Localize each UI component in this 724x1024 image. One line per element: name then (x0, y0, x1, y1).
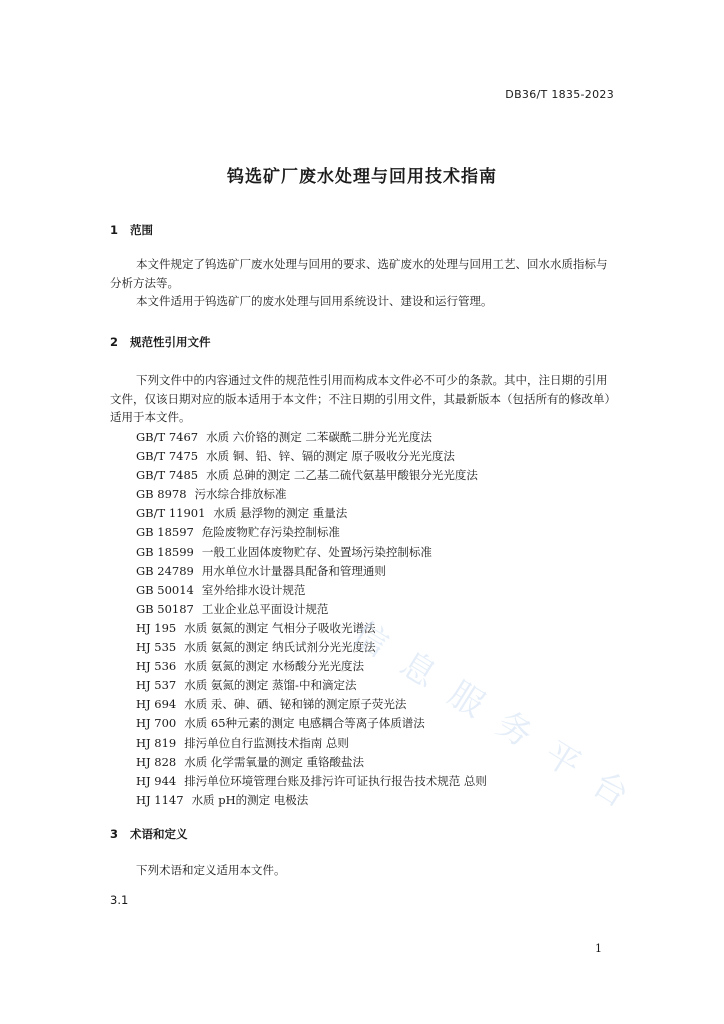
section-3-number: 3 (110, 827, 119, 841)
watermark-char: 信 (345, 613, 396, 666)
reference-item (136, 466, 487, 485)
reference-code: GB 50187 (136, 601, 194, 616)
reference-title: 室外给排水设计规范 (201, 582, 306, 597)
watermark-char: 息 (393, 643, 444, 696)
page-number: 1 (595, 942, 602, 955)
reference-code: GB/T 7467 (136, 430, 199, 444)
watermark-char: 平 (537, 733, 588, 786)
reference-title: 排污单位环境管理台账及排污许可证执行报告技术规范 总则 (184, 773, 487, 788)
reference-title: 水质 化学需氧量的测定 重铬酸盐法 (184, 754, 365, 769)
reference-title: 危险废物贮存污染控制标准 (201, 525, 340, 540)
reference-title: 水质 铜、铅、锌、镉的测定 原子吸收分光光度法 (206, 449, 455, 464)
reference-code: HJ 819 (136, 735, 177, 750)
reference-title: 一般工业固体废物贮存、处置场污染控制标准 (201, 544, 432, 559)
reference-code: GB/T 11901 (136, 506, 206, 521)
reference-code: HJ 537 (136, 678, 177, 693)
reference-item (136, 523, 487, 542)
section-1-number: 1 (110, 223, 119, 237)
reference-title: 用水单位水计量器具配备和管理通则 (201, 563, 386, 578)
reference-code: GB 50014 (136, 582, 194, 597)
references-intro-paragraph: 下列文件中的内容通过文件的规范性引用而构成本文件必不可少的条款。其中，注日期的引用文件，仅该日期对应的版本适用于本文件；不注日期的引用文件，其最新版本（包括所有的修改单）适用于本文件。 (110, 373, 616, 424)
section-2-title: 规范性引用文件 (130, 335, 211, 349)
term-3-1-number: 3.1 (110, 893, 129, 907)
references-intro (110, 371, 618, 427)
section-1-heading (110, 222, 153, 238)
watermark-char: 服 (441, 673, 492, 726)
reference-item (136, 772, 487, 791)
reference-item (136, 600, 487, 619)
scope-paragraph-2: 本文件适用于钨选矿厂的废水处理与回用系统设计、建设和运行管理。 (136, 294, 493, 308)
reference-item (136, 791, 487, 810)
reference-title: 水质 氨氮的测定 纳氏试剂分光光度法 (184, 640, 376, 655)
reference-code: HJ 694 (136, 697, 177, 712)
reference-code: HJ 536 (136, 659, 177, 674)
reference-title: 排污单位自行监测技术指南 总则 (184, 735, 349, 750)
scope-paragraph-1: 本文件规定了钨选矿厂废水处理与回用的要求、选矿废水的处理与回用工艺、回水水质指标与分析方法等。 (110, 257, 608, 290)
reference-item (136, 504, 487, 523)
reference-item (136, 638, 487, 657)
watermark-char: 台 (585, 763, 636, 816)
section-2-number: 2 (110, 335, 119, 349)
reference-code: GB 24789 (136, 563, 194, 578)
scope-text (110, 255, 618, 311)
reference-item (136, 619, 487, 638)
reference-title: 水质 氨氮的测定 气相分子吸收光谱法 (184, 620, 376, 635)
reference-title: 水质 六价铬的测定 二苯碳酰二肼分光光度法 (206, 430, 432, 444)
reference-title: 工业企业总平面设计规范 (201, 601, 329, 616)
reference-code: HJ 195 (136, 620, 177, 635)
reference-title: 水质 氨氮的测定 蒸馏-中和滴定法 (184, 678, 357, 693)
reference-code: HJ 1147 (136, 792, 184, 807)
section-1-title: 范围 (130, 223, 153, 237)
reference-code: HJ 828 (136, 754, 177, 769)
reference-list (136, 428, 487, 810)
reference-item (136, 543, 487, 562)
standard-number: DB36/T 1835-2023 (505, 88, 614, 101)
reference-item (136, 562, 487, 581)
reference-item (136, 676, 487, 695)
reference-item (136, 657, 487, 676)
document-title: 钨选矿厂废水处理与回用技术指南 (227, 167, 497, 187)
reference-title: 水质 pH的测定 电极法 (191, 792, 309, 807)
terms-intro (110, 861, 618, 880)
reference-title: 水质 悬浮物的测定 重量法 (213, 506, 348, 521)
reference-item (136, 734, 487, 753)
reference-item (136, 753, 487, 772)
reference-item (136, 485, 487, 504)
reference-title: 污水综合排放标准 (194, 487, 287, 502)
section-2-heading (110, 334, 211, 350)
reference-title: 水质 汞、砷、硒、铋和锑的测定原子荧光法 (184, 697, 407, 712)
reference-item (136, 695, 487, 714)
reference-code: GB 18599 (136, 544, 194, 559)
reference-title: 水质 总砷的测定 二乙基二硫代氨基甲酸银分光光度法 (206, 468, 478, 483)
reference-code: GB 8978 (136, 487, 187, 502)
reference-title: 水质 氨氮的测定 水杨酸分光光度法 (184, 659, 365, 674)
section-3-title: 术语和定义 (130, 827, 188, 841)
reference-code: HJ 944 (136, 773, 177, 788)
watermark-char: 务 (489, 703, 540, 756)
reference-item (136, 714, 487, 733)
reference-title: 水质 65种元素的测定 电感耦合等离子体质谱法 (184, 716, 425, 731)
reference-code: HJ 535 (136, 640, 177, 655)
reference-code: GB/T 7475 (136, 449, 199, 464)
reference-item (136, 428, 487, 447)
reference-code: HJ 700 (136, 716, 177, 731)
reference-code: GB/T 7485 (136, 468, 199, 483)
reference-code: GB 18597 (136, 525, 194, 540)
terms-intro-paragraph: 下列术语和定义适用本文件。 (136, 863, 286, 877)
section-3-heading (110, 826, 188, 842)
reference-item (136, 447, 487, 466)
reference-item (136, 581, 487, 600)
